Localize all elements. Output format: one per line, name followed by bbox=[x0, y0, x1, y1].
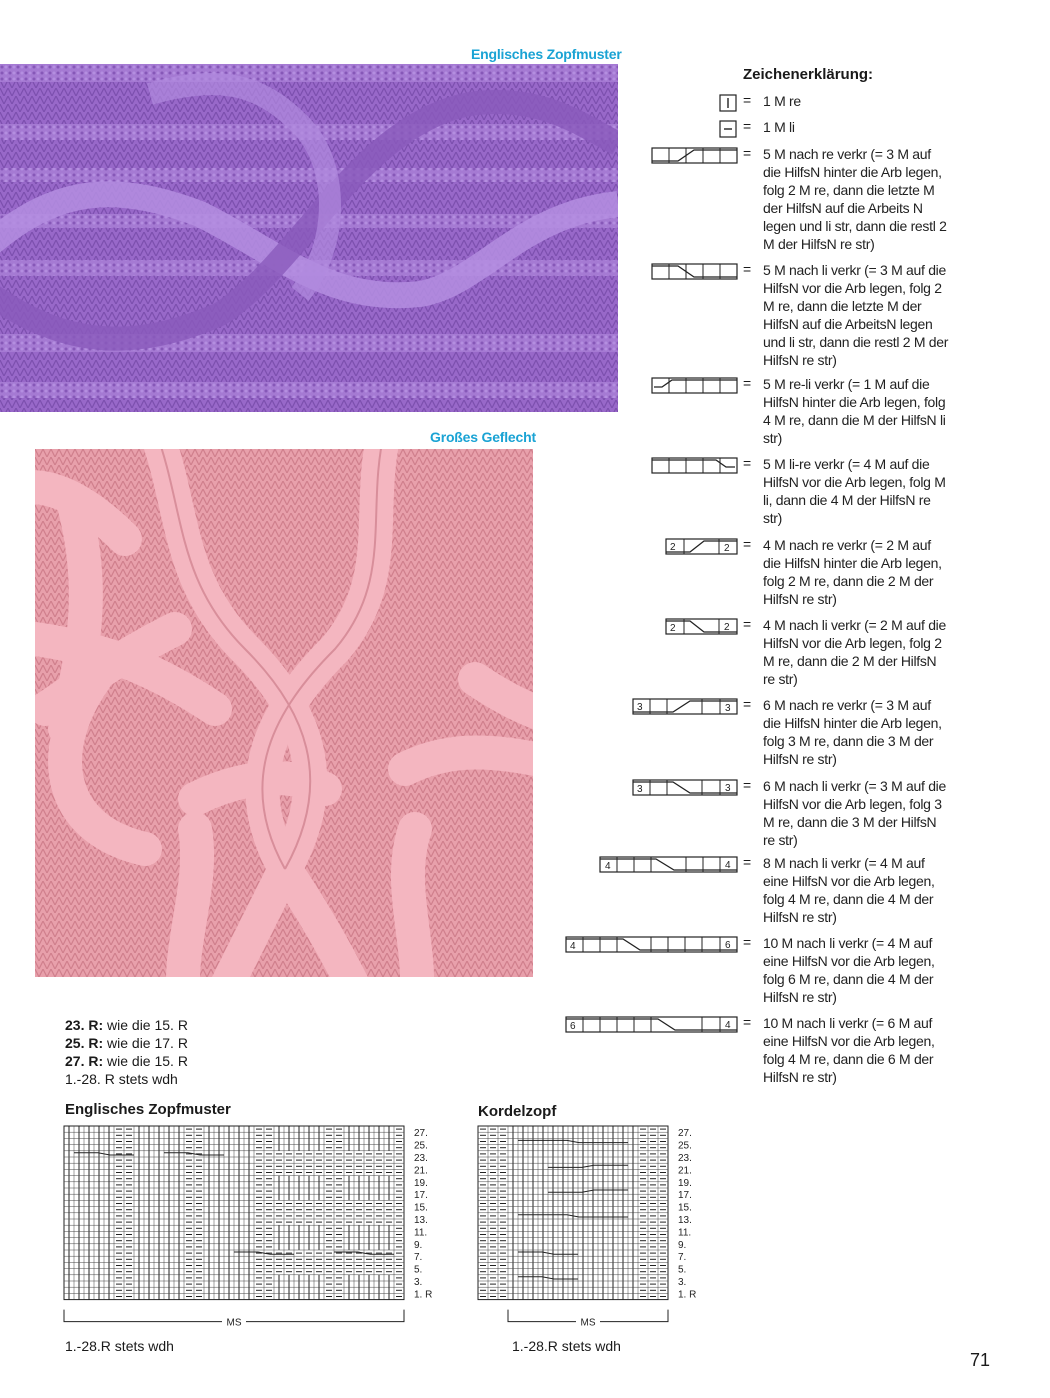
row-number-label: 13. bbox=[414, 1215, 428, 1226]
row-number-label: 19. bbox=[678, 1177, 692, 1189]
row-number-label: 1. R bbox=[414, 1289, 433, 1301]
svg-text:3: 3 bbox=[637, 702, 643, 713]
equals-sign: = bbox=[743, 145, 752, 161]
ms-label: MS bbox=[580, 1317, 596, 1329]
row-number-label: 25. bbox=[678, 1140, 692, 1152]
row-instruction: 25. R: wie die 17. R bbox=[65, 1035, 188, 1051]
row-instruction: 27. R: wie die 15. R bbox=[65, 1053, 188, 1069]
row-number-label: 9. bbox=[678, 1239, 687, 1251]
svg-text:3: 3 bbox=[725, 703, 731, 714]
row-number-label: 19. bbox=[414, 1177, 428, 1189]
svg-text:2: 2 bbox=[670, 542, 676, 553]
legend-text: 8 M nach li verkr (= 4 M auf eine HilfsN vor die Arb legen, folg 4 M re, dann die 4 M der HilfsN re str) bbox=[763, 855, 935, 925]
cable-4-left-icon bbox=[540, 618, 740, 636]
cable-5-re-li-icon bbox=[540, 377, 740, 395]
legend-item-cable-10-left-6 bbox=[540, 1014, 955, 1092]
row-number-label: 23. bbox=[414, 1153, 428, 1164]
legend-item-knit bbox=[540, 92, 955, 114]
legend-item-cable-5-li-re bbox=[540, 455, 955, 533]
row-number-label: 25. bbox=[414, 1140, 428, 1152]
row-number-label: 15. bbox=[678, 1202, 692, 1214]
row-number-label: 13. bbox=[678, 1215, 692, 1226]
row-number-label: 5. bbox=[678, 1264, 687, 1276]
page-number: 71 bbox=[970, 1350, 991, 1370]
row-number-label: 9. bbox=[414, 1239, 423, 1251]
row-instruction: 1.-28. R stets wdh bbox=[65, 1071, 178, 1087]
svg-text:6: 6 bbox=[570, 1021, 576, 1032]
row-number-label: 11. bbox=[678, 1227, 692, 1239]
svg-text:6: 6 bbox=[725, 940, 731, 951]
equals-sign: = bbox=[743, 118, 752, 134]
row-number-label: 27. bbox=[678, 1128, 692, 1140]
legend-item-cable-5-left bbox=[540, 261, 955, 371]
chart-title-kordelzopf: Kordelzopf bbox=[478, 1103, 557, 1120]
knitting-chart-kordelzopf bbox=[476, 1124, 716, 1334]
row-number-label: 7. bbox=[678, 1252, 687, 1264]
cable-6-left-icon bbox=[540, 779, 740, 797]
legend-item-cable-5-right bbox=[540, 145, 955, 257]
row-number-label: 7. bbox=[414, 1252, 423, 1264]
equals-sign: = bbox=[743, 261, 752, 277]
equals-sign: = bbox=[743, 934, 752, 950]
cable-6-right-icon bbox=[540, 698, 740, 716]
row-number-label: 21. bbox=[678, 1165, 692, 1177]
legend-item-cable-4-right bbox=[540, 536, 955, 614]
row-number-label: 15. bbox=[414, 1202, 428, 1214]
equals-sign: = bbox=[743, 696, 752, 712]
legend-item-cable-10-left-4 bbox=[540, 934, 955, 1012]
svg-text:3: 3 bbox=[637, 784, 643, 795]
legend-item-purl bbox=[540, 118, 955, 140]
row-number-label: 3. bbox=[414, 1277, 423, 1288]
row-instructions bbox=[65, 1016, 188, 1088]
svg-text:2: 2 bbox=[670, 623, 676, 634]
row-number-label: 5. bbox=[414, 1264, 423, 1276]
legend-text: 1 M li bbox=[763, 119, 795, 135]
legend-text: 5 M nach li verkr (= 3 M auf die HilfsN vor die Arb legen, folg 2 M re, dann die letzte M der HilfsN auf die ArbeitsN legen und li str, dann die restl 2 M der HilfsN re str) bbox=[763, 262, 949, 368]
equals-sign: = bbox=[743, 777, 752, 793]
row-instruction: 23. R: wie die 15. R bbox=[65, 1017, 188, 1033]
row-number-label: 17. bbox=[678, 1190, 692, 1202]
row-number-label: 1. R bbox=[678, 1289, 697, 1301]
svg-text:4: 4 bbox=[725, 1020, 731, 1031]
repeat-note: 1.-28.R stets wdh bbox=[512, 1338, 621, 1354]
row-number-label: 11. bbox=[414, 1227, 428, 1239]
cable-5-right-icon bbox=[540, 147, 740, 165]
legend-text: 4 M nach li verkr (= 2 M auf die HilfsN vor die Arb legen, folg 2 M re, dann die 2 M der HilfsN re str) bbox=[763, 617, 946, 687]
equals-sign: = bbox=[743, 536, 752, 552]
svg-text:3: 3 bbox=[725, 783, 731, 794]
repeat-note: 1.-28.R stets wdh bbox=[65, 1338, 174, 1354]
equals-sign: = bbox=[743, 455, 752, 471]
legend-text: 10 M nach li verkr (= 4 M auf eine HilfsN vor die Arb legen, folg 6 M re, dann die 4 M der HilfsN re str) bbox=[763, 935, 935, 1005]
row-number-label: 21. bbox=[414, 1165, 428, 1177]
cable-10-left-6-icon bbox=[540, 1016, 740, 1034]
svg-text:4: 4 bbox=[725, 860, 731, 871]
knitting-chart-englisches-zopfmuster bbox=[62, 1124, 452, 1334]
row-number-label: 17. bbox=[414, 1190, 428, 1202]
legend-item-cable-6-right bbox=[540, 696, 955, 774]
chart-title-englisches-zopfmuster: Englisches Zopfmuster bbox=[65, 1101, 231, 1118]
equals-sign: = bbox=[743, 92, 752, 108]
legend-text: 5 M re-li verkr (= 1 M auf die HilfsN hinter die Arb legen, folg 4 M re, dann die M der HilfsN li str) bbox=[763, 376, 946, 446]
legend-title: Zeichenerklärung: bbox=[743, 66, 874, 83]
svg-text:2: 2 bbox=[724, 543, 730, 554]
row-number-label: 3. bbox=[678, 1277, 687, 1288]
equals-sign: = bbox=[743, 1014, 752, 1030]
cable-5-li-re-icon bbox=[540, 457, 740, 475]
legend-text: 5 M li-re verkr (= 4 M auf die HilfsN vor die Arb legen, folg M li, dann die 4 M der HilfsN re str) bbox=[763, 456, 946, 526]
legend-text: 10 M nach li verkr (= 6 M auf eine HilfsN vor die Arb legen, folg 4 M re, dann die 6 M der HilfsN re str) bbox=[763, 1015, 935, 1085]
row-number-label: 23. bbox=[678, 1153, 692, 1164]
row-number-label: 27. bbox=[414, 1128, 428, 1140]
cable-10-left-4-icon bbox=[540, 936, 740, 954]
legend-text: 6 M nach li verkr (= 3 M auf die HilfsN vor die Arb legen, folg 3 M re, dann die 3 M der HilfsN re str) bbox=[763, 778, 946, 848]
legend-text: 4 M nach re verkr (= 2 M auf die HilfsN hinter die Arb legen, folg 2 M re, dann die 2 M der HilfsN re str) bbox=[763, 537, 942, 607]
legend-text: 1 M re bbox=[763, 93, 801, 109]
svg-text:2: 2 bbox=[724, 622, 730, 633]
equals-sign: = bbox=[743, 616, 752, 632]
cable-5-left-icon bbox=[540, 263, 740, 281]
legend-item-cable-8-left bbox=[540, 854, 955, 932]
svg-text:4: 4 bbox=[605, 861, 611, 872]
equals-sign: = bbox=[743, 375, 752, 391]
photo-caption-englisches-zopfmuster: Englisches Zopfmuster bbox=[471, 46, 622, 62]
knitted-sample-photo-purple bbox=[0, 64, 618, 412]
legend-text: 6 M nach re verkr (= 3 M auf die HilfsN hinter die Arb legen, folg 3 M re, dann die 3 M der HilfsN re str) bbox=[763, 697, 942, 767]
ms-label: MS bbox=[226, 1317, 242, 1329]
purl-stitch-icon bbox=[540, 120, 740, 138]
legend-text: 5 M nach re verkr (= 3 M auf die HilfsN hinter die Arb legen, folg 2 M re, dann die letzte M der HilfsN auf die Arbeits N legen und li str, dann die restl 2 M der HilfsN re str) bbox=[763, 146, 947, 252]
knit-stitch-icon bbox=[540, 94, 740, 112]
cable-4-right-icon bbox=[540, 538, 740, 556]
equals-sign: = bbox=[743, 854, 752, 870]
legend-item-cable-6-left bbox=[540, 777, 955, 855]
legend-item-cable-4-left bbox=[540, 616, 955, 694]
cable-8-left-icon bbox=[540, 856, 740, 874]
photo-caption-grosses-geflecht: Großes Geflecht bbox=[430, 429, 536, 445]
svg-text:4: 4 bbox=[570, 941, 576, 952]
legend-item-cable-5-re-li bbox=[540, 375, 955, 453]
knitted-sample-photo-pink bbox=[35, 449, 533, 977]
